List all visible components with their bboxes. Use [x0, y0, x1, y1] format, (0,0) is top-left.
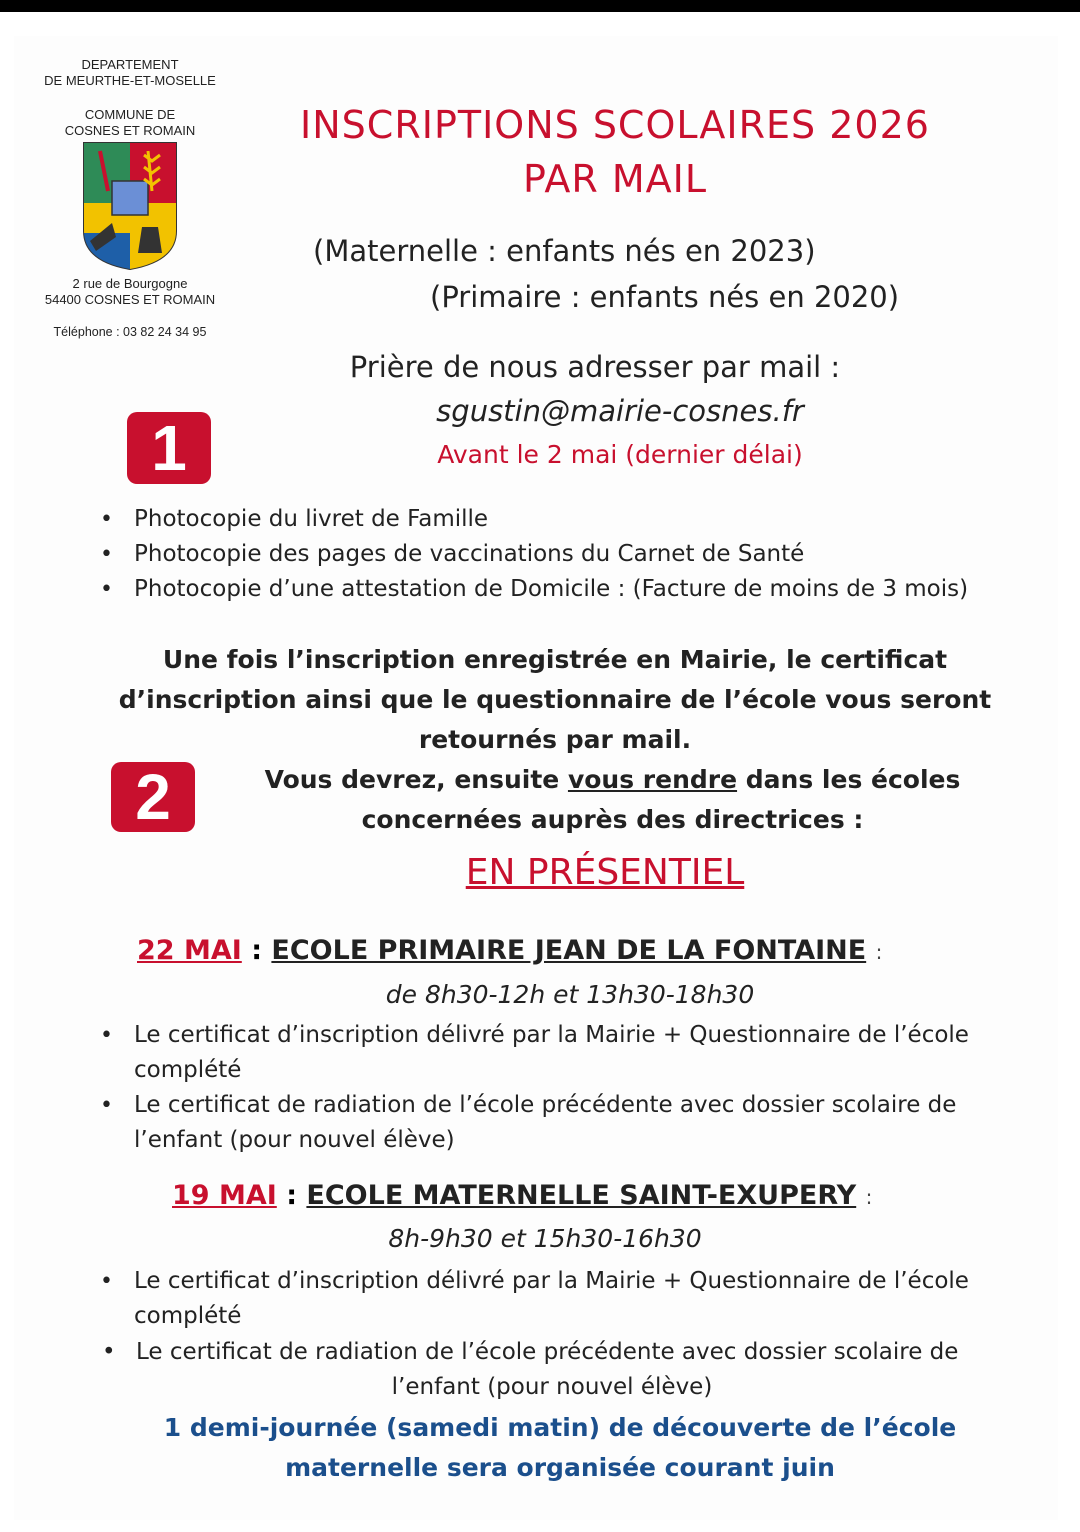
coat-of-arms-icon [82, 141, 178, 271]
in-person-heading: EN PRÉSENTIEL [465, 852, 745, 893]
step-1-badge: 1 [127, 412, 211, 484]
requirement-item: • Le certificat de radiation de l’école précédente avec dossier scolaire de l’enfant (pour nouvel élève) [100, 1088, 1000, 1158]
commune-line1: COMMUNE DE [84, 107, 176, 122]
department-label [30, 57, 230, 89]
maternelle-eligibility: (Maternelle : enfants nés en 2023) [313, 234, 816, 268]
maternal-school-date: 19 MAI [172, 1180, 277, 1211]
confirmation-line1: Une fois l’inscription enregistrée en Mairie, le certificat [162, 645, 948, 674]
primary-school-hours: de 8h30-12h et 13h30-18h30 [385, 980, 755, 1009]
phone-number: Téléphone : 03 82 24 34 95 [53, 325, 207, 339]
required-documents-list [100, 502, 1050, 607]
department-line2: DE MEURTHE-ET-MOSELLE [44, 73, 216, 88]
primary-school-heading: 22 MAI : ECOLE PRIMAIRE JEAN DE LA FONTAINE : [137, 935, 883, 966]
step-2-instructions [240, 760, 985, 840]
primary-school-requirements [100, 1018, 1000, 1158]
document-item: • Photocopie du livret de Famille [100, 502, 1050, 537]
requirement-item: • Le certificat d’inscription délivré par la Mairie + Questionnaire de l’école complété [100, 1018, 1000, 1088]
address-block [30, 276, 230, 308]
discovery-line1: 1 demi-journée (samedi matin) de découverte de l’école [163, 1413, 957, 1442]
title-line1: INSCRIPTIONS SCOLAIRES 2026 [300, 103, 930, 147]
deadline-text: Avant le 2 mai (dernier délai) [437, 440, 803, 469]
page-title [250, 98, 980, 206]
maternal-school-name: ECOLE MATERNELLE SAINT-EXUPERY [306, 1180, 857, 1211]
requirement-item-radiation: • Le certificat de radiation de l’école précédente avec dossier scolaire de l’enfant (pour nouvel élève) [102, 1335, 1002, 1405]
primaire-eligibility: (Primaire : enfants nés en 2020) [430, 280, 900, 314]
radiation-line1: Le certificat de radiation de l’école précédente avec dossier scolaire de [136, 1339, 959, 1365]
document-item: • Photocopie des pages de vaccinations du Carnet de Santé [100, 537, 1050, 572]
maternal-school-requirements [100, 1264, 1000, 1334]
confirmation-line3: retournés par mail. [418, 725, 692, 754]
department-line1: DEPARTEMENT [81, 57, 179, 72]
top-bar [0, 0, 1080, 12]
document-item: • Photocopie d’une attestation de Domicile : (Facture de moins de 3 mois) [100, 572, 1050, 607]
step-2-line2: concernées auprès des directrices : [361, 805, 864, 834]
address-street: 2 rue de Bourgogne [72, 276, 188, 291]
commune-line2: COSNES ET ROMAIN [64, 123, 196, 138]
confirmation-paragraph [100, 640, 1010, 760]
step-2-line1: Vous devrez, ensuite vous rendre dans les écoles [264, 765, 961, 794]
mail-request-text: Prière de nous adresser par mail : [349, 350, 841, 384]
discovery-line2: maternelle sera organisée courant juin [285, 1453, 835, 1482]
address-city: 54400 COSNES ET ROMAIN [44, 292, 216, 307]
radiation-line2: l’enfant (pour nouvel élève) [391, 1374, 713, 1400]
go-in-person-emphasis: vous rendre [567, 765, 738, 794]
confirmation-line2: d’inscription ainsi que le questionnaire de l’école vous seront [118, 685, 992, 714]
maternal-school-heading: 19 MAI : ECOLE MATERNELLE SAINT-EXUPERY : [172, 1180, 873, 1211]
step-2-badge: 2 [111, 762, 195, 832]
commune-label [30, 107, 230, 139]
primary-school-name: ECOLE PRIMAIRE JEAN DE LA FONTAINE [271, 935, 867, 966]
contact-email[interactable]: sgustin@mairie-cosnes.fr [436, 394, 804, 428]
maternal-school-hours: 8h-9h30 et 15h30-16h30 [388, 1224, 702, 1253]
primary-school-date: 22 MAI [137, 935, 242, 966]
discovery-day-notice [100, 1408, 1020, 1488]
title-line2: PAR MAIL [522, 157, 708, 201]
requirement-item: • Le certificat d’inscription délivré par la Mairie + Questionnaire de l’école complété [100, 1264, 1000, 1334]
